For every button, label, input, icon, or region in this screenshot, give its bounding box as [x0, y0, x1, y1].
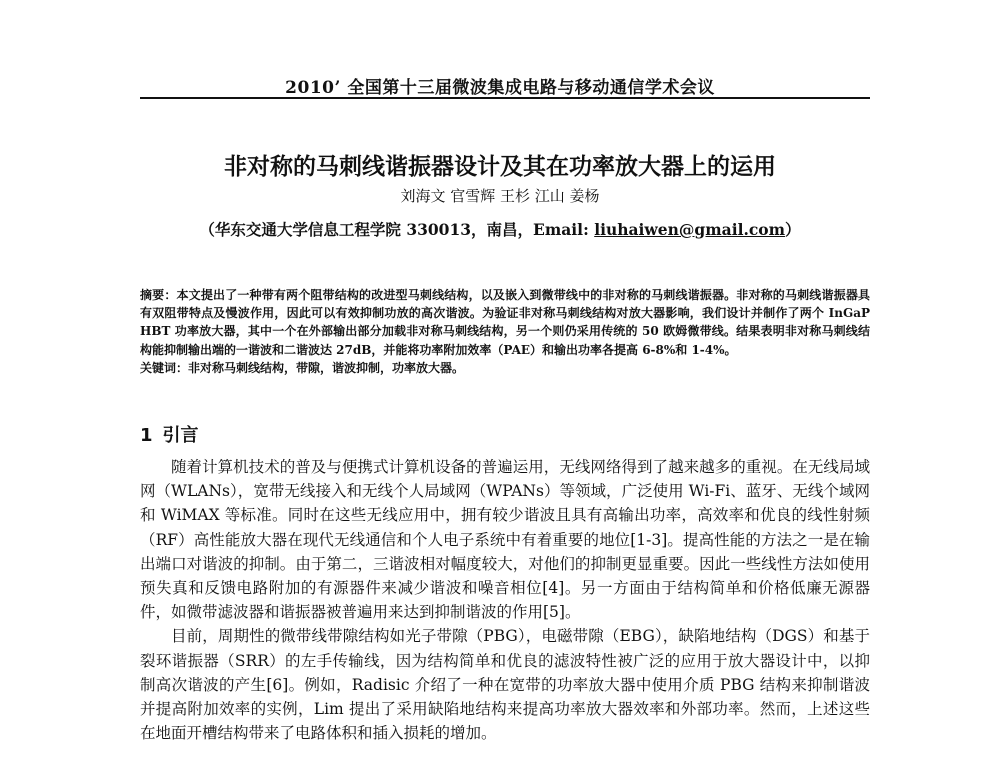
- header-rule: [140, 97, 870, 99]
- paper-affiliation: [0, 218, 1000, 240]
- paper-title: 非对称的马刺线谐振器设计及其在功率放大器上的运用: [224, 154, 776, 180]
- body-paragraph: 目前，周期性的微带线带隙结构如光子带隙（PBG），电磁带隙（EBG），缺陷地结构（DGS）和基于裂环谐振器（SRR）的左手传输线，因为结构简单和优良的滤波特性被广泛的应用于放大器设计中，以抑制高次谐波的产生[6]。例如，Radisic 介绍了一种在宽带的功率放大器中使用介质 PBG 结构来抑制谐波并提高附加效率的实例，Lim 提出了采用缺陷地结构来提高功率放大器效率和外部功率。然而，上述这些在地面开槽结构带来了电路体积和插入损耗的增加。: [140, 627, 870, 743]
- keywords-paragraph: [140, 359, 870, 377]
- abstract-label: 摘要：: [140, 288, 177, 302]
- section-number: 1: [140, 425, 153, 446]
- author-email-link[interactable]: liuhaiwen@gmail.com: [594, 220, 786, 239]
- body-paragraph: 随着计算机技术的普及与便携式计算机设备的普遍运用，无线网络得到了越来越多的重视。在无线局域网（WLANs），宽带无线接入和无线个人局域网（WPANs）等领域，广泛使用 Wi-Fi、蓝牙、无线个域网和 WiMAX 等标准。同时在这些无线应用中，拥有较少谐波且具有高输出功率，高效率和优良的线性射频（RF）高性能放大器在现代无线通信和个人电子系统中有着重要的地位[1-3]。提高性能的方法之一是在输出端口对谐波的抑制。由于第二，三谐波相对幅度较大，对他们的抑制更显重要。因此一些线性方法如使用预失真和反馈电路附加的有源器件来减少谐波和噪音相位[4]。另一方面由于结构简单和价格低廉无源器件，如微带滤波器和谐振器被普遍用来达到抑制谐波的作用[5]。: [140, 458, 870, 622]
- section-title: 引言: [162, 425, 199, 446]
- abstract-paragraph: [140, 286, 870, 359]
- section-heading-introduction: [140, 421, 199, 447]
- affiliation-close: ）: [785, 220, 801, 239]
- abstract-block: [140, 286, 870, 377]
- affiliation-text: （华东交通大学信息工程学院 330013，南昌，Email:: [199, 220, 595, 239]
- conference-header: 2010’ 全国第十三届微波集成电路与移动通信学术会议: [285, 78, 715, 98]
- keywords-label: 关键词：: [140, 360, 189, 375]
- paper-authors: 刘海文 官雪辉 王杉 江山 姜杨: [400, 187, 600, 205]
- abstract-text: 本文提出了一种带有两个阻带结构的改进型马刺线结构，以及嵌入到微带线中的非对称的马刺线谐振器。非对称的马刺线谐振器具有双阻带特点及慢波作用，因此可以有效抑制功放的高次谐波。为验证非对称马刺线结构对放大器影响，我们设计并制作了两个 InGaP HBT 功率放大器，其中一个在外部输出部分加载非对称马刺线结构，另一个则仍采用传统的 50 欧姆微带线。结果表明非对称马刺线结构能抑制输出端的一谐波和二谐波达 27dB，并能将功率附加效率（PAE）和输出功率各提高 6-8%和 1-4%。: [140, 288, 870, 357]
- section-body: [140, 455, 870, 745]
- keywords-text: 非对称马刺线结构，带隙，谐波抑制，功率放大器。: [188, 360, 465, 375]
